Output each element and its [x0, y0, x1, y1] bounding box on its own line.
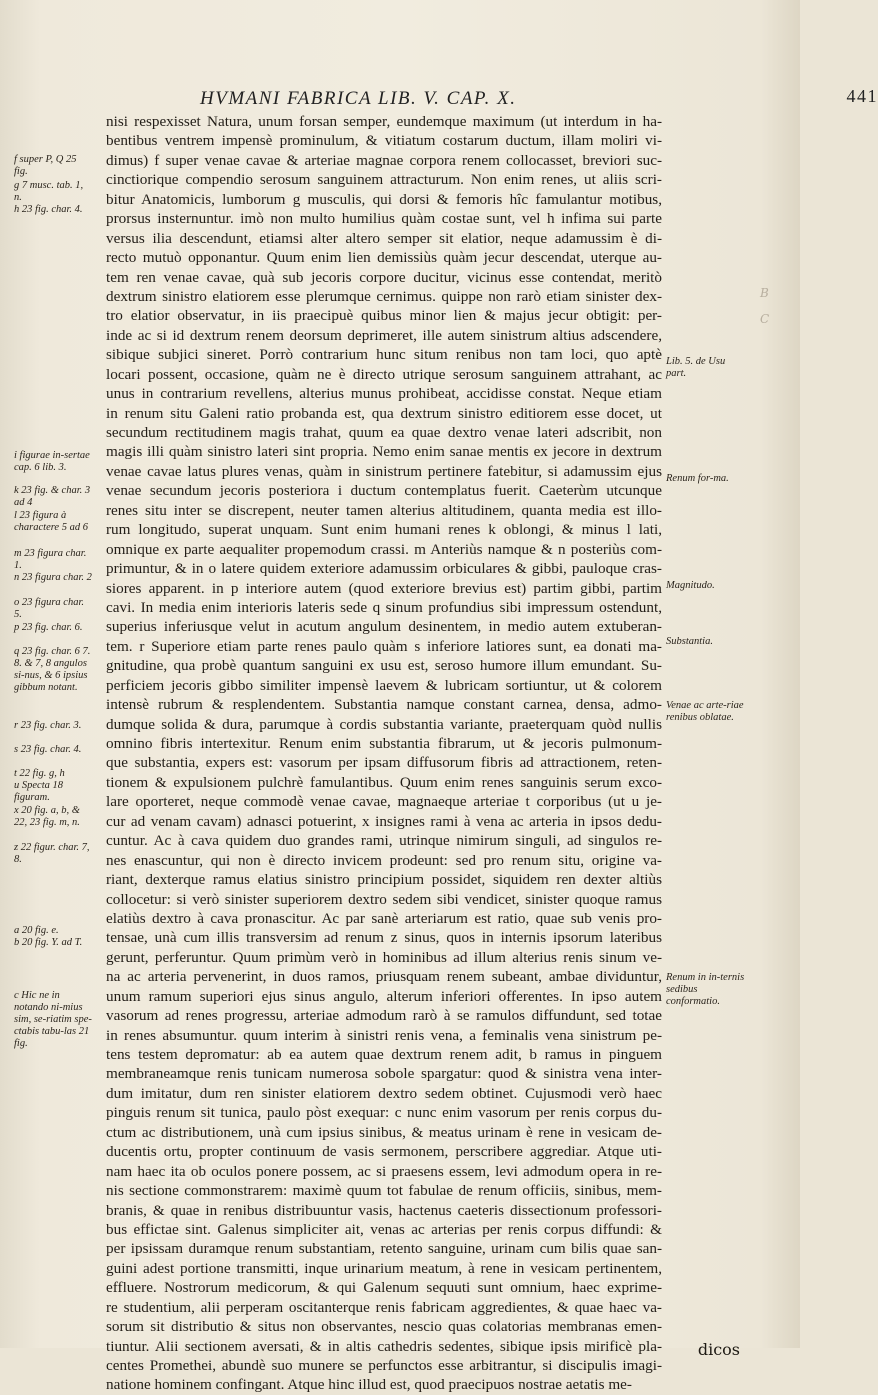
marginal-reference-note: h 23 fig. char. 4. — [14, 204, 92, 216]
text-line: cur ad venam cavam) adnasci potuerint, x insignes rami à vena ac arteria in ipsos dedu- — [106, 812, 662, 831]
text-line: rum longitudo, superat unquam. Sunt enim humani renes k oblongi, & minus l lati, — [106, 520, 662, 539]
text-line: recto mutuò opponantur. Quum enim lien demissiùs quàm jecur descendat, uterque au- — [106, 248, 662, 267]
marginal-topic-note: Substantia. — [666, 636, 746, 648]
marginal-topic-note: Magnitudo. — [666, 580, 746, 592]
show-through-mark: C — [760, 312, 769, 326]
text-line: nisi respexisset Natura, unum forsan semper, eundemque maximum (ut interdum in ha- — [106, 112, 662, 131]
marginal-reference-note: i figurae in-sertae cap. 6 lib. 3. — [14, 450, 92, 474]
marginal-reference-note: q 23 fig. char. 6 7. 8. & 7, 8 angulos si-nus, & 6 ipsius gibbum notant. — [14, 646, 92, 694]
marginal-reference-note: c Hic ne in notando ni-mius sim, se-riatim spe-ctabis tabu-las 21 fig. — [14, 990, 92, 1050]
text-line: bitur Anatomicis, lumborum g musculis, qui dorsi & femoris hîc famulantur motibus, — [106, 190, 662, 209]
marginal-reference-note: g 7 musc. tab. 1, n. — [14, 180, 92, 204]
text-line: tensae, unà cum illis transversim ad renum z sinus, quos in internis ipsorum lateribus — [106, 928, 662, 947]
text-line: dum imitatur, dum ren sinister elatiorem dextro sedem obtinet. Cujusmodi verò haec — [106, 1084, 662, 1103]
text-line: tem. r Superiore etiam parte renes paulo quàm s inferiore latiores sunt, ea donati ma- — [106, 637, 662, 656]
marginal-reference-note: k 23 fig. & char. 3 ad 4 — [14, 485, 92, 509]
text-line: cuntur. Ac à cava quidem duo grandes rami, utrinque nimirum singuli, ad singulos re- — [106, 831, 662, 850]
marginal-reference-note: b 20 fig. Y. ad T. — [14, 937, 92, 949]
text-line: venae secundum jecoris posteriora i ductum contemplatus fuerit. Caeterùm utcunque — [106, 481, 662, 500]
marginal-topic-note: Venae ac arte-riae renibus oblatae. — [666, 700, 746, 724]
text-line: per ipsissam duramque renum substantiam, retento sanguine, urinam cum bilis quae san- — [106, 1239, 662, 1258]
text-line: que substantia, expers est: vasorum per ipsam diffusorum fibris ad attractionem, reten- — [106, 753, 662, 772]
text-line: unum ramum superiori ejus sinus angulo, alterum inferiori offerentes. In ipso autem — [106, 987, 662, 1006]
text-line: secundum rectitudinem magis trahat, quum ea quae dextro venae lateri adscribit, non — [106, 423, 662, 442]
text-line: perficiem jecoris gibbo similiter impensè laevem & lubricam sortiuntur, ut & colorem — [106, 676, 662, 695]
text-line: tiuntur. Alii sectionem aversati, & in altis cathedris sedentes, sibique ipsis mirificè pla- — [106, 1337, 662, 1356]
text-line: tem ren venae cavae, quà sub jecoris corpore ducitur, vicinus esse contendat, meritò — [106, 268, 662, 287]
running-title: HVMANI FABRICA LIB. V. CAP. X. — [200, 88, 516, 110]
text-line: primuntur, & in o latere quidem exteriore adamussim orbiculares & gibbi, pauloque cras- — [106, 559, 662, 578]
text-line: guini adest portione transmitti, inque urinarium meatum, à rene in vesicam pertinentem, — [106, 1259, 662, 1278]
text-line: intensè rubrum & resplendentem. Substantia namque constant carnea, densa, admo- — [106, 695, 662, 714]
text-line: renes situ inter se discrepent, neuter tamen alterius altitudinem, quanta media est illo- — [106, 501, 662, 520]
text-line: locari possent, occasione, quàm ne è directo utrique serosum sanguinem attrahant, ac — [106, 365, 662, 384]
text-line: inde ac si id dextrum renem deorsum deprimeret, ille autem sinistrum altius adscendere, — [106, 326, 662, 345]
text-line: siores apparent. in p interiore autem (quod exteriore brevius est) partim gibbi, partim — [106, 579, 662, 598]
marginal-topic-note: Renum for-ma. — [666, 473, 746, 485]
text-line: versus ilia descendunt, etiamsi alter altero semper sit elatior, neque adamussim è di- — [106, 229, 662, 248]
marginal-reference-note: m 23 figura char. 1. — [14, 548, 92, 572]
marginal-reference-note: n 23 figura char. 2 — [14, 572, 92, 584]
text-line: centes Promethei, abundè suo munere se perfunctos esse arbitrantur, si discipulis imagi- — [106, 1356, 662, 1375]
text-line: omnique ex parte aequaliter propemodum crassi. m Anteriùs namque & n posteriùs com- — [106, 540, 662, 559]
text-line: in renum situ Galeni ratio probanda est, qua dextrum sinistro editiorem esse docet, ut — [106, 404, 662, 423]
marginal-reference-note: l 23 figura à charactere 5 ad 6 — [14, 510, 92, 534]
marginal-reference-note: s 23 fig. char. 4. — [14, 744, 92, 756]
marginal-reference-note: z 22 figur. char. 7, 8. — [14, 842, 92, 866]
text-line: in renes absumuntur. quum interim à sinistri renis vena, a feminalis vena sinistrum pe- — [106, 1026, 662, 1045]
text-line: vasorum ad renes progressu, arteriae admodum rarò à se ramulos diffundunt, sed totae — [106, 1006, 662, 1025]
text-line: pinguis renum sit tunica, paulo pòst exequar: c nunc enim vasorum per renis corpus du- — [106, 1103, 662, 1122]
text-line: riant, dexterque ramus elatius sinistro principium possidet, siquidem ren dexter altiùs — [106, 870, 662, 889]
text-line: sorum sit distributio & situs non observantes, nescio quas colatorias membranas emen- — [106, 1317, 662, 1336]
text-line: superius inferiusque velut in acutum angulum desinentem, in medio autem extuberan- — [106, 617, 662, 636]
text-line: gerunt, perferuntur. Quum primùm verò in hominibus ad illum alterius renis sinum ve- — [106, 948, 662, 967]
text-line: effluere. Nostrorum medicorum, & qui Galenum sequuti sunt omnium, haec exprime- — [106, 1278, 662, 1297]
marginal-topic-note: Renum in in-ternis sedibus conformatio. — [666, 972, 746, 1008]
text-line: ducentis ortu, propter continuum de vasis sermonem, perscribere aggrediar. Atque uti- — [106, 1142, 662, 1161]
text-line: dextrum sinistro elatiorem esse plerumque cernimus. quippe non rarò etiam sinister dex- — [106, 287, 662, 306]
text-line: bentibus ventrem impensè prominulum, & vitiatum costarum ductum, illam moliri vi- — [106, 131, 662, 150]
page-number: 441 — [847, 86, 878, 107]
text-line: nam haec ita ob oculos ponere possem, ac si praesens essem, levi admodum opera in re- — [106, 1162, 662, 1181]
marginal-reference-note: r 23 fig. char. 3. — [14, 720, 92, 732]
marginal-reference-note: x 20 fig. a, b, & 22, 23 fig. m, n. — [14, 805, 92, 829]
marginal-reference-note: p 23 fig. char. 6. — [14, 622, 92, 634]
running-header — [200, 88, 760, 114]
text-line: na ac arteria pervenerint, in duos ramos, priusquam renem subeant, ambae dividuntur, — [106, 967, 662, 986]
text-line: dimus) f super venae cavae & arteriae magnae corpora renem collocasset, breviori suc- — [106, 151, 662, 170]
text-line: gnitudine, qua probè quantum sanguini ex usu est, seroso humore illum emundant. Su- — [106, 656, 662, 675]
text-line: omnino fibris intertexitur. Renum enim substantia fibrarum, ut & jecoris pulmonum- — [106, 734, 662, 753]
marginal-reference-note: u Specta 18 figuram. — [14, 780, 92, 804]
text-line: nes enascuntur, qui non è directo invicem prodeunt: sed pro renum situ, origine va- — [106, 851, 662, 870]
text-line: natione hominem confingant. Atque hinc illud est, quod praecipuos nostrae aetatis me- — [106, 1375, 662, 1394]
text-line: magis illi quàm sinistro lateri sint propria. Nemo enim sanae mentis ex jecore in dextrum — [106, 442, 662, 461]
text-line: membraneamque renis tunicam numerosa sobole spargatur: quod & sinistra vena inter- — [106, 1064, 662, 1083]
marginal-reference-note: o 23 figura char. 5. — [14, 597, 92, 621]
text-line: cavi. In media enim interioris lateris sede q sinum profundius sibi impressum ostendunt, — [106, 598, 662, 617]
text-line: elatiùs dextro à cava pronascitur. Ac par sanè arteriarum est ratio, quae sub venis pro- — [106, 909, 662, 928]
marginal-reference-note: a 20 fig. e. — [14, 925, 92, 937]
show-through-mark: B — [760, 286, 769, 300]
text-line: tro elatior observatur, in iis praecipuè quibus minor lien & majus jecur obtigit: per- — [106, 306, 662, 325]
text-line: nis sectione commonstrarem: maximè quum tot fabulae de renum officiis, sinibus, mem- — [106, 1181, 662, 1200]
text-line: unus in contrarium revellens, alterius munus prohibeat, accidisse constat. Neque etiam — [106, 384, 662, 403]
marginal-topic-note: Lib. 5. de Usu part. — [666, 356, 746, 380]
text-line: dumque solida & dura, parumque à cordis substantia variante, praeterquam quòd nullis — [106, 715, 662, 734]
text-line: sibique subjici sineret. Porrò contrarium hunc situm renibus non tam loci, quo aptè — [106, 345, 662, 364]
text-line: prorsus insternuntur. imò non multo humilius quàm costae sunt, vel h infima sui parte — [106, 209, 662, 228]
text-line: re studentium, alii perperam oscitanterque renis fabricam aggredientes, & quae haec va- — [106, 1298, 662, 1317]
marginal-reference-note: f super P, Q 25 fig. — [14, 154, 92, 178]
text-line: venae cavae latus plures venas, quàm in sinistrum pertinere fatebitur, si adamussim ejus — [106, 462, 662, 481]
text-line: cinctiorique compendio serosum sanguinem attracturum. Non enim renes, ut aliis scri- — [106, 170, 662, 189]
text-line: ctum ac distributionem, unà cum ipsius sinibus, & meatus urinam è rene in vesicam de- — [106, 1123, 662, 1142]
catchword: dicos — [660, 1340, 740, 1359]
text-line: tionem & expulsionem pulchrè famulantibus. Quum enim renes sanguinis serum exco- — [106, 773, 662, 792]
text-line: tens testem depromatur: ab ea autem quae dextrum renem adit, b ramus in pinguem — [106, 1045, 662, 1064]
text-line: lare oporteret, neque commodè venae cavae, magnaeque arteriae t corporibus (ut u je- — [106, 792, 662, 811]
text-line: bus effictae sint. Galenus simpliciter ait, venas ac arterias per renis corpus diffundi: & — [106, 1220, 662, 1239]
main-text-column — [106, 112, 662, 1395]
text-line: collocetur: si verò sinister superiorem dextro sedem sibi vendicet, sinister quoque ramus — [106, 890, 662, 909]
text-line: branis, & quae in renibus distribuuntur vasis, hactenus caeteris dissectionum professori- — [106, 1201, 662, 1220]
marginal-reference-note: t 22 fig. g, h — [14, 768, 92, 780]
